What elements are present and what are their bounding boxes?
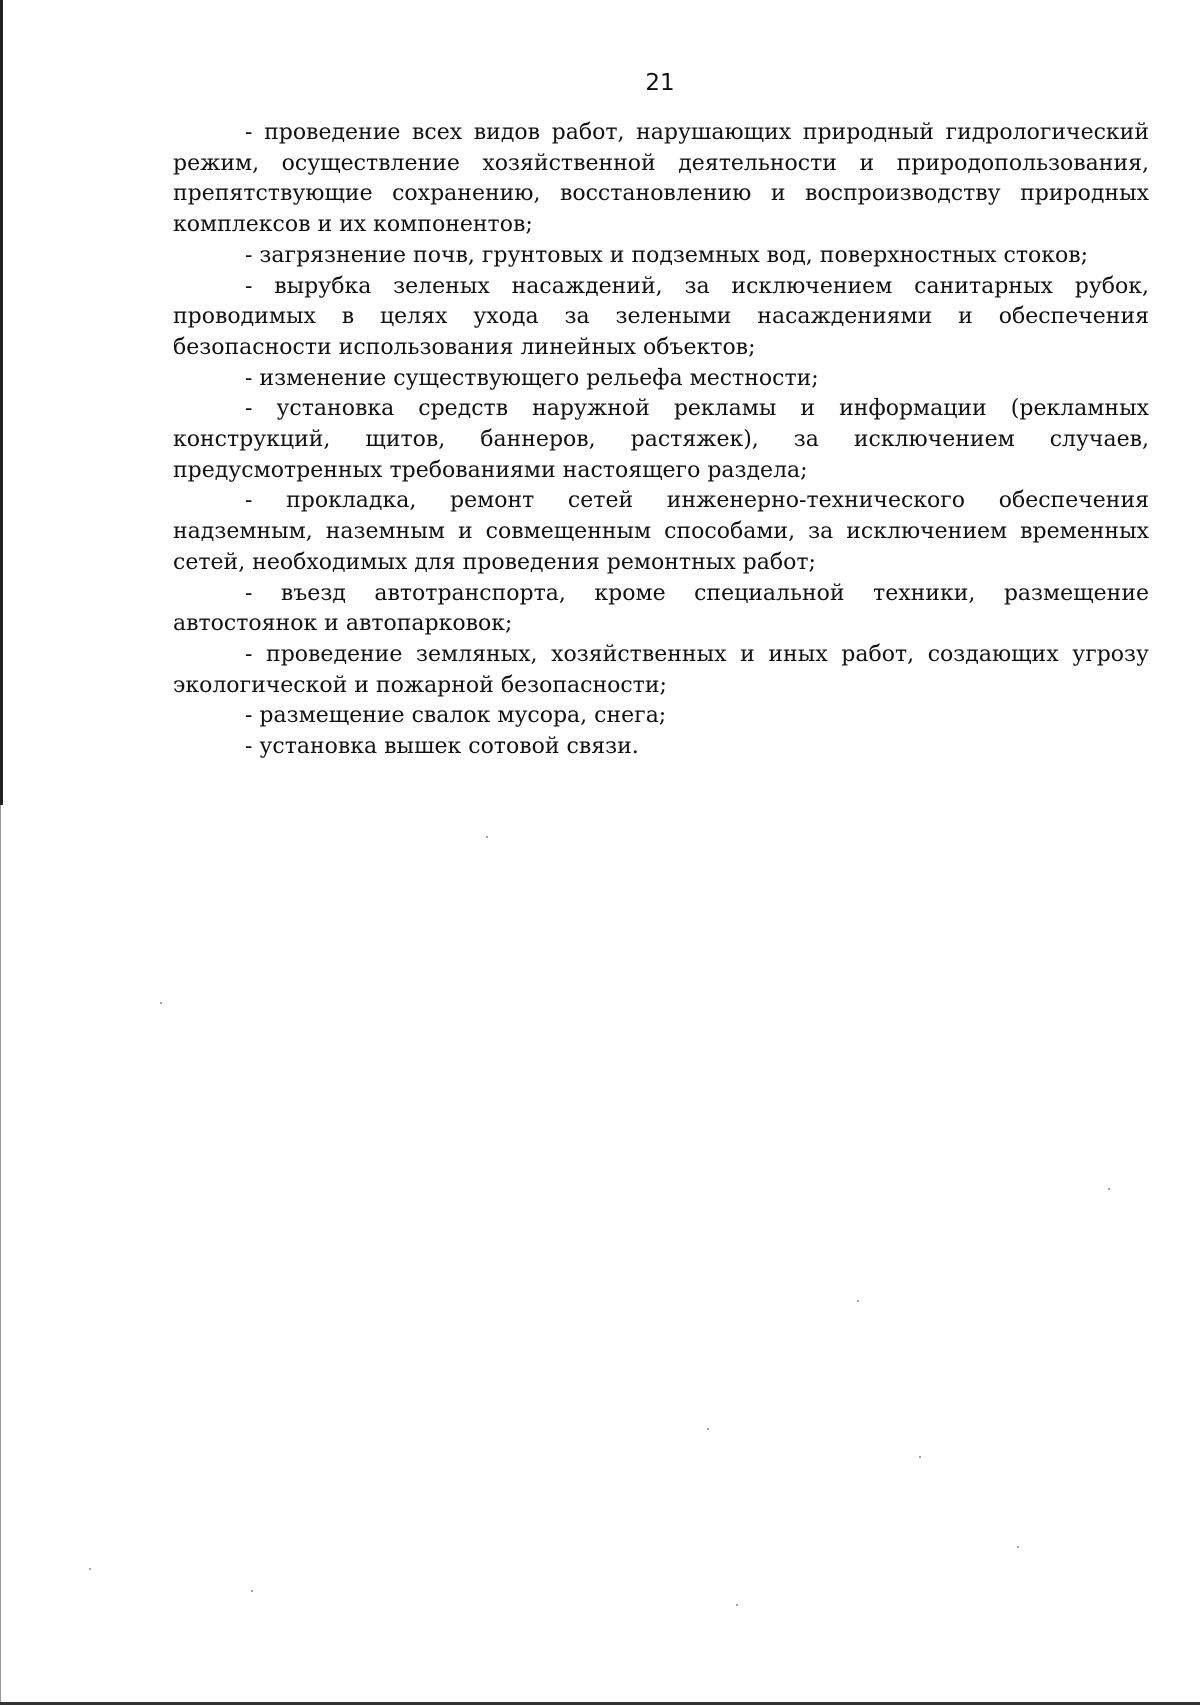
- list-item: - вырубка зеленых насаждений, за исключением санитарных рубок, проводимых в целях ухода за зелеными насаждениями и обеспечения безопасности использования линейных объектов;: [173, 273, 1149, 360]
- scan-speck: [919, 1456, 921, 1458]
- list-item: - установка средств наружной рекламы и информации (рекламных конструкций, щитов, баннеров, растяжек), за исключением случаев, предусмотренных требованиями настоящего раздела;: [173, 396, 1149, 483]
- list-item: - изменение существующего рельефа местности;: [245, 365, 819, 391]
- list-item: - въезд автотранспорта, кроме специальной техники, размещение автостоянок и автопарковок;: [173, 580, 1149, 637]
- scan-speck: [1108, 1188, 1110, 1190]
- scan-speck: [160, 1002, 162, 1004]
- scan-speck: [857, 1300, 859, 1302]
- scan-left-edge: [0, 0, 3, 805]
- scan-speck: [251, 1590, 253, 1592]
- scan-speck: [736, 1604, 738, 1606]
- scan-speck: [89, 1568, 91, 1570]
- scan-left-edge-lower: [0, 805, 1, 1705]
- scan-speck: [707, 1428, 709, 1430]
- list-item: - проведение земляных, хозяйственных и иных работ, создающих угрозу экологической и пожарной безопасности;: [173, 641, 1149, 698]
- document-body: [173, 118, 1149, 763]
- page-number: 21: [645, 70, 675, 96]
- list-item: - проведение всех видов работ, нарушающих природный гидрологический режим, осуществление хозяйственной деятельности и природопользования, препятствующие сохранению, восстановлению и воспроизводству природных комплексов и их компонентов;: [173, 120, 1149, 238]
- scan-speck: [486, 836, 488, 838]
- list-item: - размещение свалок мусора, снега;: [245, 703, 667, 729]
- scan-speck: [1017, 1546, 1019, 1548]
- list-item: - установка вышек сотовой связи.: [245, 734, 639, 760]
- list-item: - загрязнение почв, грунтовых и подземных вод, поверхностных стоков;: [245, 242, 1089, 268]
- list-item: - прокладка, ремонт сетей инженерно-технического обеспечения надземным, наземным и совмещенным способами, за исключением временных сетей, необходимых для проведения ремонтных работ;: [173, 488, 1149, 575]
